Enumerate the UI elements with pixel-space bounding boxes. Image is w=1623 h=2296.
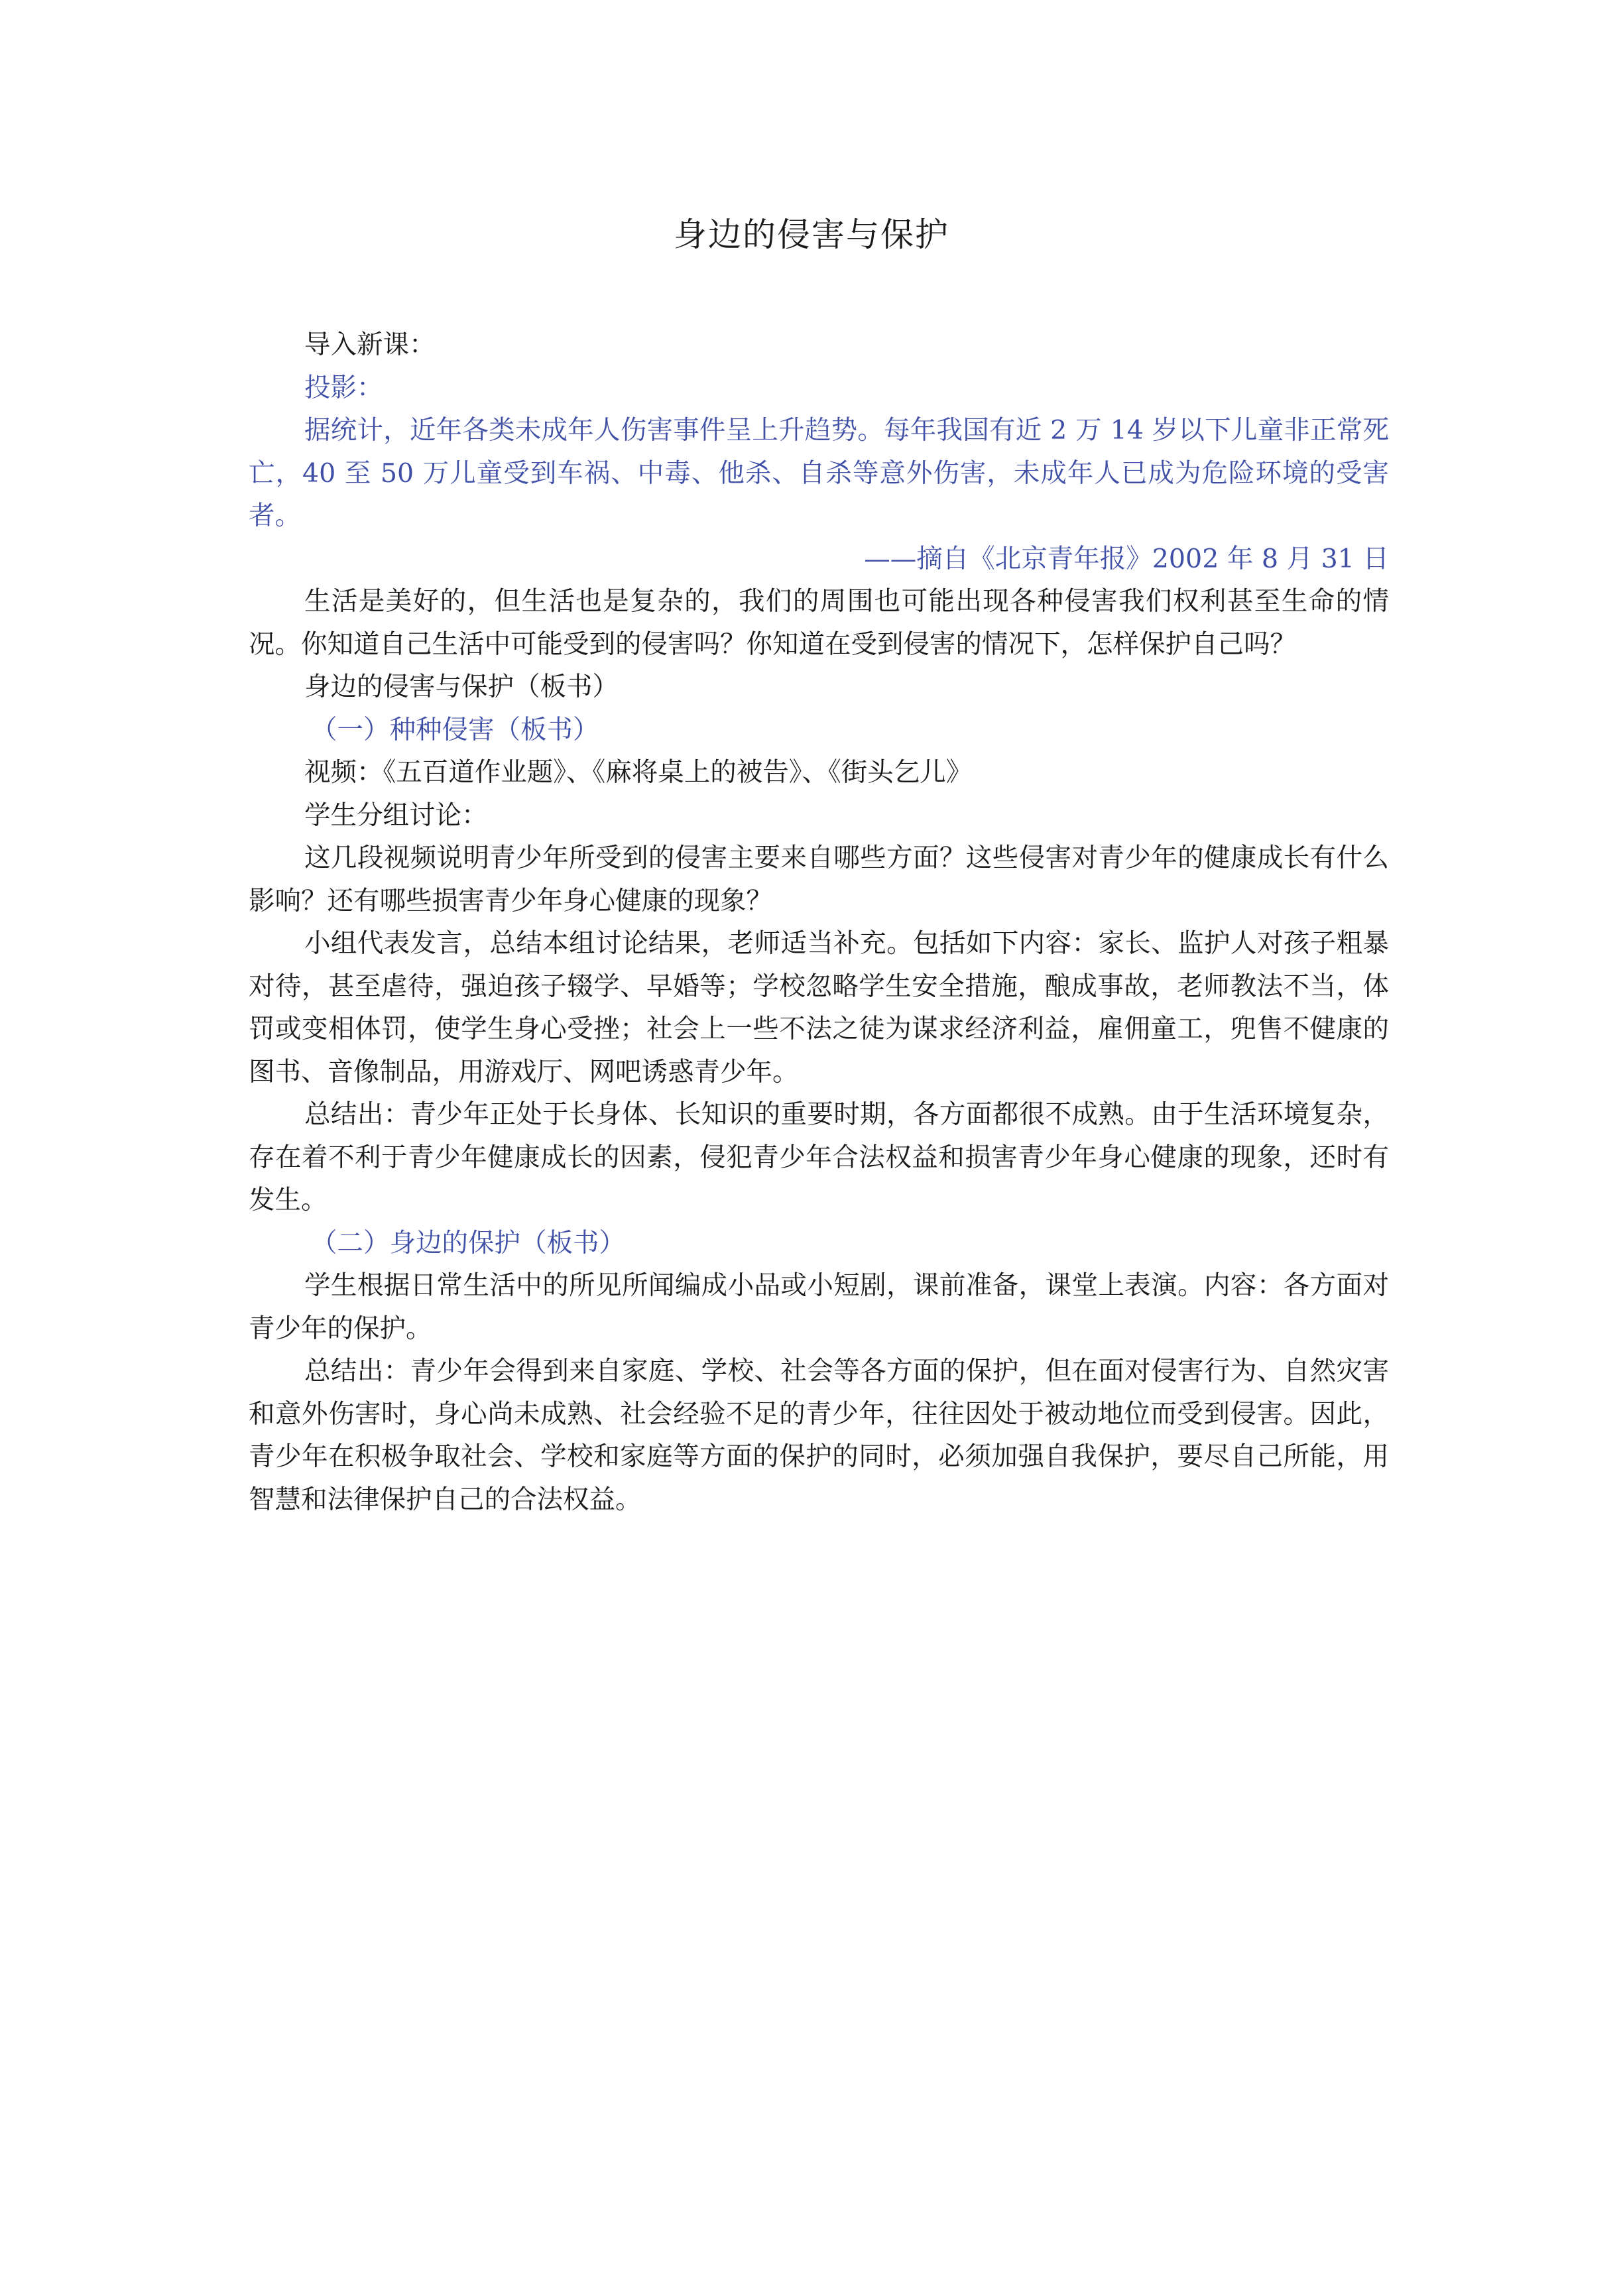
source-citation: ——摘自《北京青年报》2002 年 8 月 31 日 [864,543,1389,574]
statistics-paragraph: 据统计，近年各类未成年人伤害事件呈上升趋势。每年我国有近 2 万 14 岁以下儿童非正常死亡，40 至 50 万儿童受到车祸、中毒、他杀、自杀等意外伤害，未成年人已成为危险环境的受害者。 [249,415,1389,531]
summary-paragraph-2: 总结出：青少年会得到来自家庭、学校、社会等各方面的保护，但在面对侵害行为、自然灾害和意外伤害时，身心尚未成熟、社会经验不足的青少年，往往因处于被动地位而受到侵害。因此，青少年在积极争取社会、学校和家庭等方面的保护的同时，必须加强自我保护，要尽自己所能，用智慧和法律保护自己的合法权益。 [249,1356,1389,1515]
section-heading-1: （一）种种侵害（板书） [311,714,599,745]
intro-heading: 导入新课： [304,330,436,360]
skit-paragraph: 学生根据日常生活中的所见所闻编成小品或小短剧，课前准备，课堂上表演。内容：各方面对青少年的保护。 [249,1270,1389,1344]
board-title: 身边的侵害与保护（板书） [304,672,619,702]
document-title: 身边的侵害与保护 [674,215,949,254]
video-list: 视频：《五百道作业题》、《麻将桌上的被告》、《街头乞儿》 [304,757,973,788]
group-report-paragraph: 小组代表发言，总结本组讨论结果，老师适当补充。包括如下内容：家长、监护人对孩子粗暴对待，甚至虐待，强迫孩子辍学、早婚等；学校忽略学生安全措施，酿成事故，老师教法不当，体罚或变相体罚，使学生身心受挫；社会上一些不法之徒为谋求经济利益，雇佣童工，兜售不健康的图书、音像制品，用游戏厅、网吧诱惑青少年。 [249,928,1389,1087]
projection-label: 投影： [304,372,383,403]
discussion-questions: 这几段视频说明青少年所受到的侵害主要来自哪些方面？这些侵害对青少年的健康成长有什么影响？还有哪些损害青少年身心健康的现象？ [249,843,1389,916]
group-discussion-label: 学生分组讨论： [304,800,488,831]
document-body [249,324,1389,1521]
section-heading-2: （二）身边的保护（板书） [311,1227,625,1258]
summary-paragraph-1: 总结出：青少年正处于长身体、长知识的重要时期，各方面都很不成熟。由于生活环境复杂，存在着不利于青少年健康成长的因素，侵犯青少年合法权益和损害青少年身心健康的现象，还时有发生。 [249,1099,1389,1215]
life-paragraph: 生活是美好的，但生活也是复杂的，我们的周围也可能出现各种侵害我们权利甚至生命的情况。你知道自己生活中可能受到的侵害吗？你知道在受到侵害的情况下，怎样保护自己吗？ [249,586,1389,660]
